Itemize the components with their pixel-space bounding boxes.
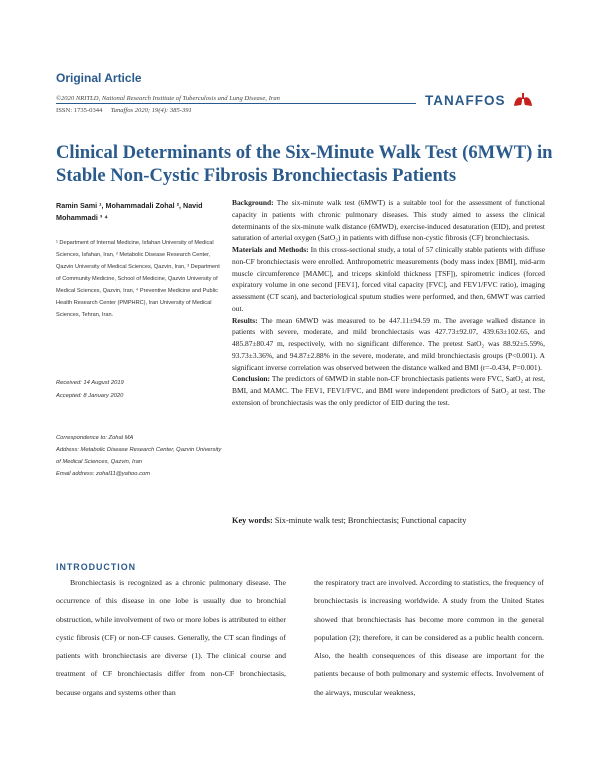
abstract-conclusion — [232, 373, 545, 408]
copyright-line: ©2020 NRITLD, National Research Institute of Tuberculosis and Lung Disease, Iran — [56, 95, 280, 102]
keywords — [232, 516, 466, 525]
intro-left-column: Bronchiectasis is recognized as a chronic pulmonary disease. The occurrence of this disease in one lobe is usually due to bronchial obstruction, while involvement of two or more lobes is attributed to either cystic fibrosis (CF) or non-CF causes. Generally, the CT scan findings of patients with bronchiectasis are diverse (1). The clinical course and treatment of CF bronchiectasis differ from non-CF bronchiectasis, because organs and systems other than — [56, 578, 286, 697]
lungs-icon — [513, 92, 533, 113]
received-date: Received: 14 August 2019 — [56, 380, 124, 386]
results-text: The mean 6MWD was measured to be 447.11±94.59 m. The average walked distance in patients with severe, moderate, and mild bronchiectasis was 427.73±92.07, 439.63±102.65, and 485.87±80.47 m, respectively, with no significant difference. The pretest SatO₂ was 88.92±5.59%, 93.73±3.36%, and 94.87±2.88% in the severe, moderate, and mild bronchiectasis groups (P<0.001). A significant inverse correlation was observed between the distance walked and BMI (r=-0.434, P=0.001). — [232, 315, 545, 372]
abstract — [232, 197, 545, 409]
affiliations: ¹ Department of Internal Medicine, Isfahan University of Medical Sciences, Isfahan, Iran, ² Metabolic Disease Research Center, Qazvin University of Medical Sciences, Qazvin, Iran, ³ Department of Community Medicine, School of Medicine, Qazvin University of Medical Sciences, Qazvin, Iran, ⁴ Preventive Medicine and Public Health Research Center (PMPHRC), Iran University of Medical Sciences, Tehran, Iran. — [56, 240, 220, 318]
correspondence-to: Correspondence to: Zohal MA — [56, 435, 134, 441]
intro-right-column: the respiratory tract are involved. According to statistics, the frequency of bronchiectasis is increasing worldwide. A study from the United States showed that bronchiectasis has become more common in the general population (2); therefore, it can be considered as a public health concern. Also, the health consequences of this disease are important for the patients because of both pulmonary and systemic effects. Involvement of the airways, muscular weakness, — [314, 578, 544, 697]
results-label: Results: — [232, 315, 258, 325]
background-label: Background: — [232, 198, 274, 207]
author-line-2: Mohammadi ³ ⁴ — [56, 213, 108, 222]
keywords-label: Key words: — [232, 516, 273, 525]
correspondence — [56, 432, 222, 480]
introduction-heading: INTRODUCTION — [56, 562, 137, 572]
correspondence-email: Email address: zohal11@yahoo.com — [56, 471, 151, 477]
article-title: Clinical Determinants of the Six-Minute Walk Test (6MWT) in Stable Non-Cystic Fibrosis Bronchiectasis Patients — [56, 142, 553, 186]
background-text: The six-minute walk test (6MWT) is a suitable tool for the assessment of functional capacity in patients with chronic pulmonary diseases. This study aimed to assess the clinical determinants of the six-minute walk distance (6MWD), exercise-induced desaturation (EID), and pretest saturation of arterial oxygen (SatO₂) in patients with diffuse non-cystic fibrosis (CF) bronchiectasis. — [232, 198, 545, 243]
header-rule — [56, 103, 416, 104]
methods-label: Materials and Methods: — [232, 245, 309, 255]
issn: ISSN: 1735-0344 — [56, 107, 103, 114]
author-line-1: Ramin Sami ¹, Mohammadali Zohal ², Navid — [56, 201, 203, 210]
abstract-methods — [232, 244, 545, 315]
citation: Tanaffos 2020; 19(4): 385-391 — [110, 107, 192, 114]
methods-text: In this cross-sectional study, a total of 57 clinically stable patients with diffuse non-CF bronchiectasis were enrolled. Anthropometric measurements (body mass index [BMI], mid-arm muscle circumference [MAMC], and triceps skinfold thickness [TSF]), spirometric indices (forced expiratory volume in one second [FEV1], forced vital capacity [FVC], and FEV1/FVC ratio), imaging assessment (CT scan), and bacteriological sputum studies were performed, and then, 6MWT was carried out. — [232, 245, 546, 313]
correspondence-address: Address: Metabolic Disease Research Center, Qazvin University of Medical Sciences, Qazvin, Iran — [56, 447, 222, 465]
issn-line — [56, 107, 192, 114]
accepted-date: Accepted: 8 January 2020 — [56, 393, 124, 399]
conclusion-label: Conclusion: — [232, 374, 271, 384]
article-dates — [56, 377, 222, 403]
keywords-text: Six-minute walk test; Bronchiectasis; Functional capacity — [274, 516, 467, 525]
author-list — [56, 200, 222, 224]
abstract-results — [232, 315, 545, 374]
article-type: Original Article — [56, 71, 142, 85]
journal-name: TANAFFOS — [425, 93, 506, 108]
conclusion-text: The predictors of 6MWD in stable non-CF bronchiectasis patients were FVC, SatO₂ at rest, BMI, and MAMC. The FEV1, FEV1/FVC, and BMI were independent predictors of SatO₂ at test. The extension of bronchiectasis was the only predictor of EID during the test. — [232, 374, 545, 408]
abstract-background — [232, 197, 545, 244]
